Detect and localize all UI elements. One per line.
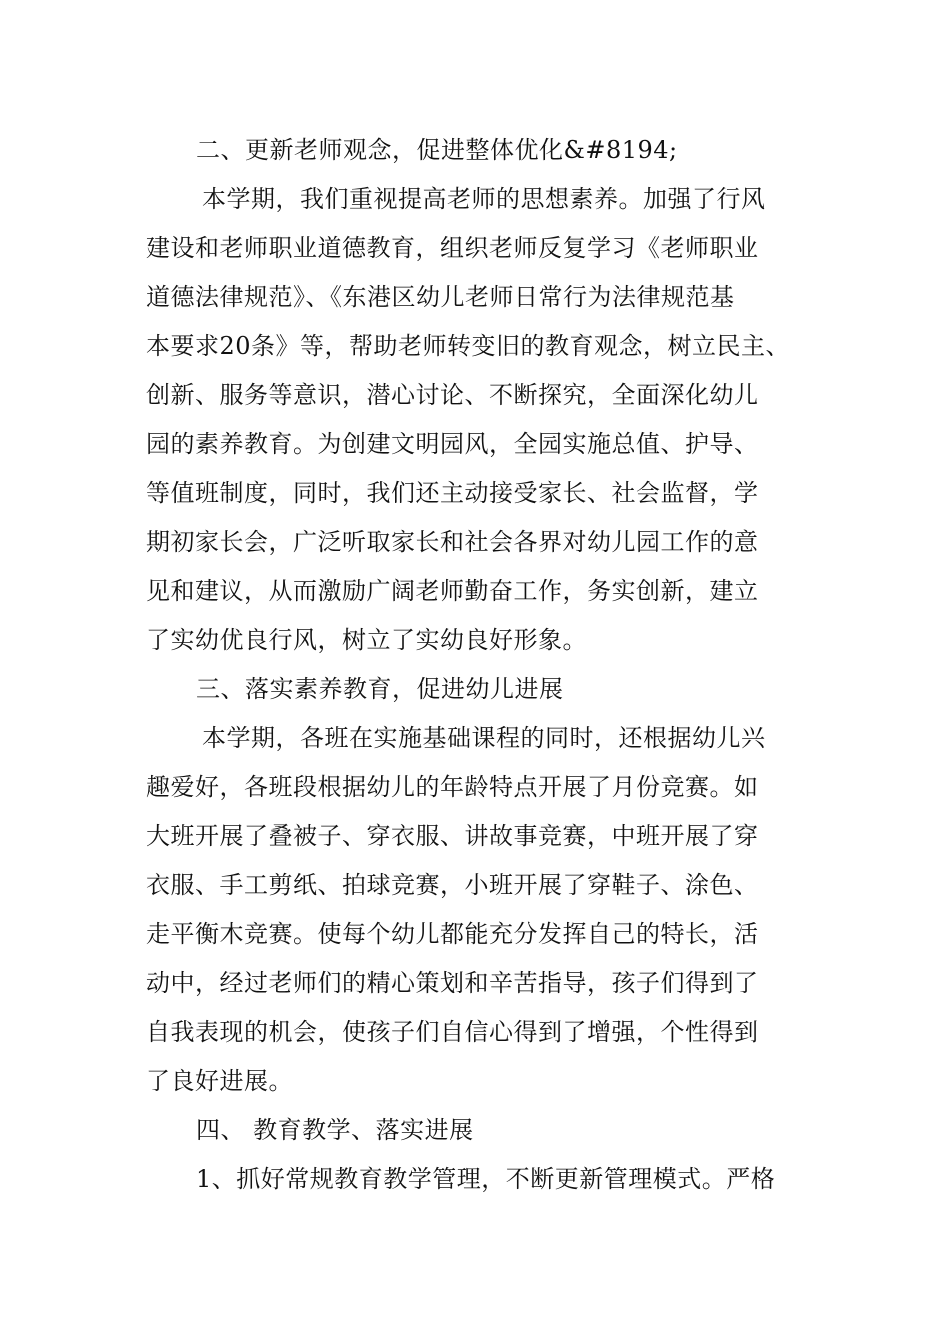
paragraph-line: 趣爱好，各班段根据幼儿的年龄特点开展了月份竞赛。如: [146, 773, 759, 801]
paragraph-line: 动中，经过老师们的精心策划和辛苦指导，孩子们得到了: [146, 969, 759, 997]
paragraph-line: 自我表现的机会，使孩子们自信心得到了增强，个性得到: [146, 1018, 759, 1046]
paragraph-line: 1、抓好常规教育教学管理，不断更新管理模式。严格: [196, 1165, 776, 1193]
paragraph-line: 本学期，各班在实施基础课程的同时，还根据幼儿兴: [202, 724, 766, 752]
paragraph-line: 园的素养教育。为创建文明园风，全园实施总值、护导、: [146, 430, 759, 458]
paragraph-line: 见和建议，从而激励广阔老师勤奋工作，务实创新，建立: [146, 577, 759, 605]
paragraph-line: 走平衡木竞赛。使每个幼儿都能充分发挥自己的特长，活: [146, 920, 759, 948]
heading-section-2: 二、更新老师观念，促进整体优化&#8194;: [196, 136, 678, 164]
paragraph-line: 衣服、手工剪纸、拍球竞赛，小班开展了穿鞋子、涂色、: [146, 871, 759, 899]
paragraph-line: 本学期，我们重视提高老师的思想素养。加强了行风: [202, 185, 766, 213]
paragraph-line: 建设和老师职业道德教育，组织老师反复学习《老师职业: [146, 234, 759, 262]
paragraph-line: 大班开展了叠被子、穿衣服、讲故事竞赛，中班开展了穿: [146, 822, 759, 850]
heading-section-3: 三、落实素养教育，促进幼儿进展: [196, 675, 564, 703]
paragraph-line: 本要求20条》等，帮助老师转变旧的教育观念，树立民主、: [146, 332, 791, 360]
paragraph-line: 了良好进展。: [146, 1067, 293, 1095]
paragraph-line: 道德法律规范》、《东港区幼儿老师日常行为法律规范基: [146, 283, 735, 311]
paragraph-line: 期初家长会，广泛听取家长和社会各界对幼儿园工作的意: [146, 528, 759, 556]
heading-section-4: 四、 教育教学、落实进展: [196, 1116, 474, 1144]
paragraph-line: 创新、服务等意识，潜心讨论、不断探究，全面深化幼儿: [146, 381, 759, 409]
paragraph-line: 等值班制度，同时，我们还主动接受家长、社会监督，学: [146, 479, 759, 507]
paragraph-line: 了实幼优良行风，树立了实幼良好形象。: [146, 626, 587, 654]
